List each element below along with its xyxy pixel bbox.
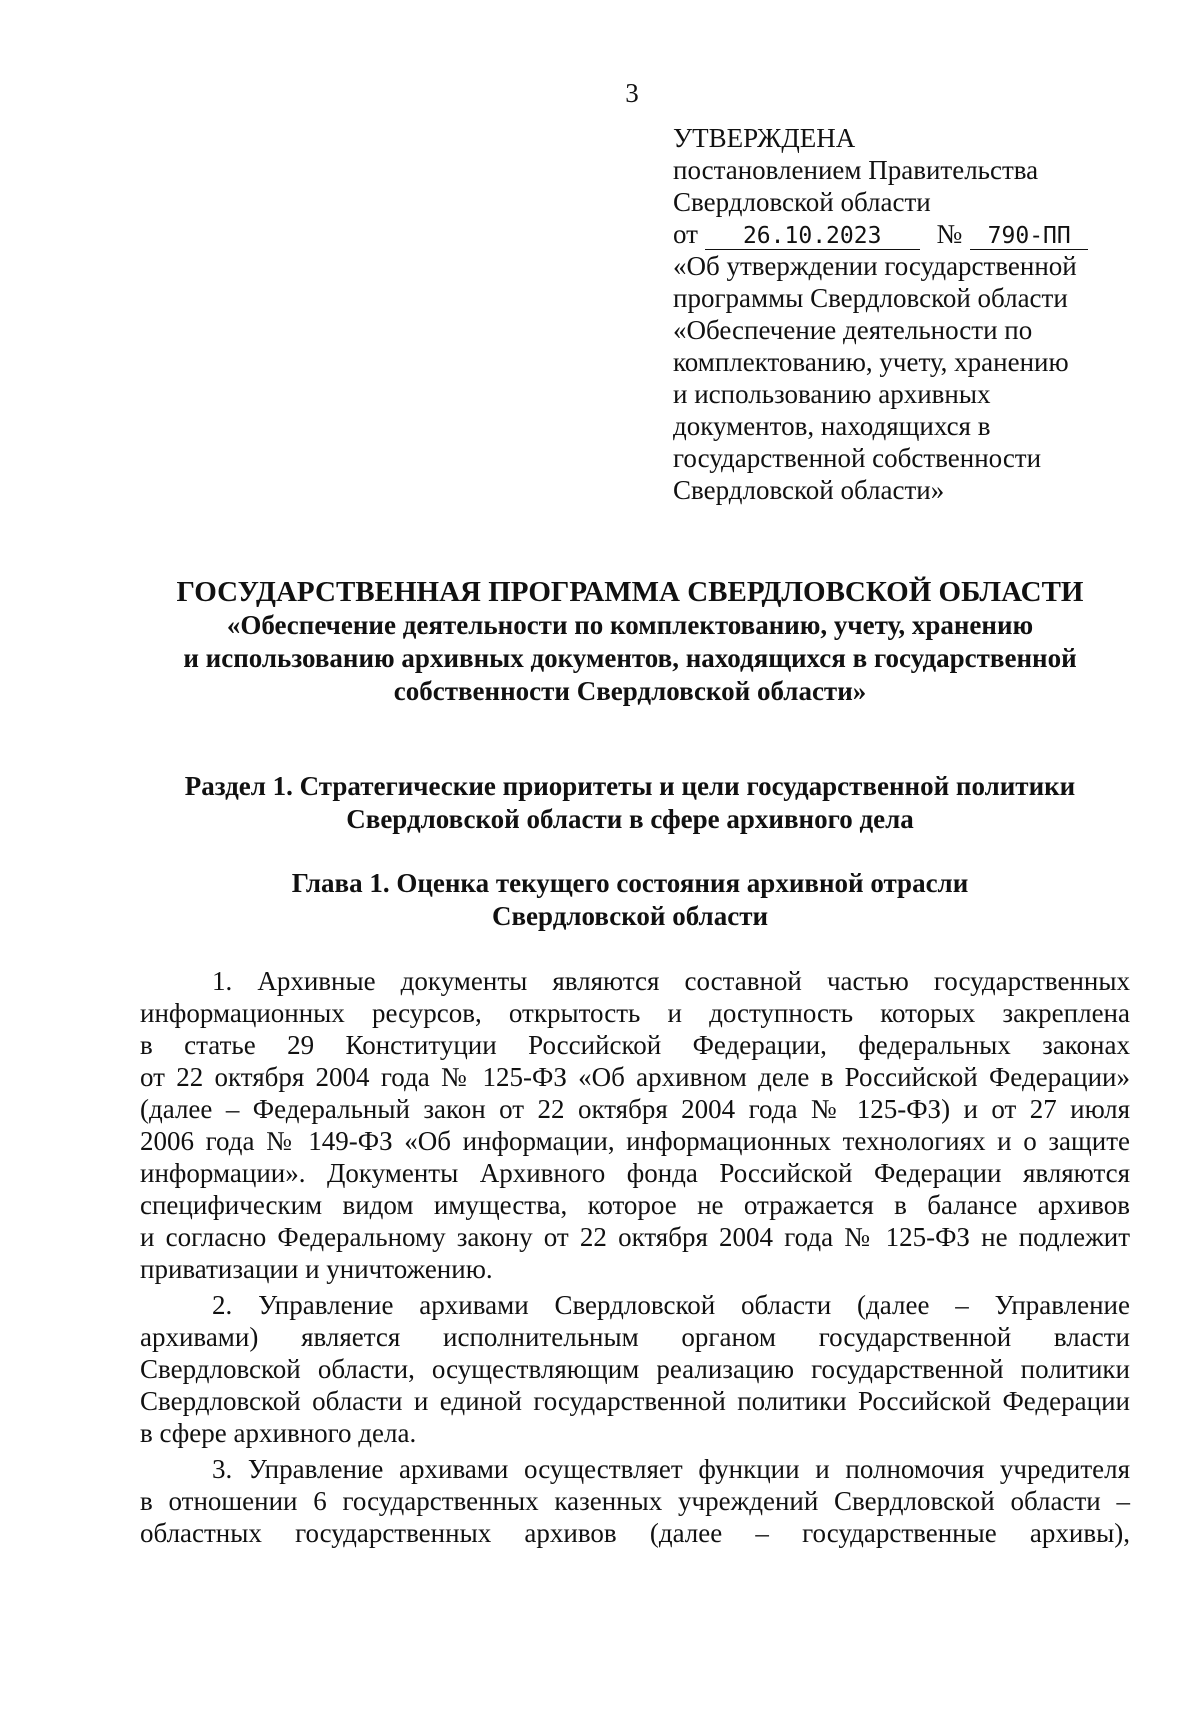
approval-subject-line: комплектованию, учету, хранению xyxy=(673,347,1069,377)
approval-subject-line: документов, находящихся в xyxy=(673,411,991,441)
decree-date: 26.10.2023 xyxy=(705,223,920,250)
text-line: 2006 года № 149-ФЗ «Об информации, информационных технологиях и о защите xyxy=(140,1126,1130,1156)
text-line: в статье 29 Конституции Российской Федерации, федеральных законах xyxy=(140,1030,1130,1060)
section-heading-line: Свердловской области в сфере архивного дела xyxy=(346,804,914,834)
page-number: 3 xyxy=(625,78,639,108)
approval-line-1: постановлением Правительства xyxy=(673,155,1039,185)
text-line: специфическим видом имущества, которое не отражается в балансе архивов xyxy=(140,1190,1130,1220)
text-line: областных государственных архивов (далее – государственные архивы), xyxy=(140,1518,1130,1548)
from-label: от xyxy=(673,219,698,249)
text-line: в отношении 6 государственных казенных учреждений Свердловской области – xyxy=(140,1486,1130,1516)
approval-subject-line: государственной собственности xyxy=(673,443,1042,473)
chapter-heading-line: Свердловской области xyxy=(491,901,769,931)
text-line: 2. Управление архивами Свердловской области (далее – Управление xyxy=(212,1290,1130,1320)
text-line: 3. Управление архивами осуществляет функции и полномочия учредителя xyxy=(212,1454,1130,1484)
text-line: (далее – Федеральный закон от 22 октября 2004 года № 125-ФЗ) и от 27 июля xyxy=(140,1094,1130,1124)
text-line: и согласно Федеральному закону от 22 октября 2004 года № 125-ФЗ не подлежит xyxy=(140,1222,1130,1252)
approval-line-2: Свердловской области xyxy=(673,187,931,217)
text-line: в сфере архивного дела. xyxy=(140,1418,417,1448)
text-line: Свердловской области и единой государственной политики Российской Федерации xyxy=(140,1386,1130,1416)
number-sign: № xyxy=(936,219,963,249)
text-line: Свердловской области, осуществляющим реализацию государственной политики xyxy=(140,1354,1130,1384)
approval-subject-line: программы Свердловской области xyxy=(673,283,1068,313)
text-line: информационных ресурсов, открытость и доступность которых закреплена xyxy=(140,998,1130,1028)
approval-date-number-line xyxy=(673,218,1153,250)
paragraph-2 xyxy=(140,1289,1130,1449)
program-title xyxy=(140,576,1120,708)
approval-heading: УТВЕРЖДЕНА xyxy=(673,123,856,153)
approval-stamp-block xyxy=(673,122,1153,506)
chapter-heading xyxy=(140,867,1120,933)
text-line: от 22 октября 2004 года № 125-ФЗ «Об архивном деле в Российской Федерации» xyxy=(140,1062,1130,1092)
program-title-line: и использованию архивных документов, находящихся в государственной xyxy=(183,643,1077,673)
text-line: информации». Документы Архивного фонда Российской Федерации являются xyxy=(140,1158,1130,1188)
program-title-main: ГОСУДАРСТВЕННАЯ ПРОГРАММА СВЕРДЛОВСКОЙ ОБЛАСТИ xyxy=(176,576,1084,608)
chapter-heading-line: Глава 1. Оценка текущего состояния архивной отрасли xyxy=(291,868,969,898)
body-text xyxy=(140,965,1130,1549)
approval-subject-line: «Об утверждении государственной xyxy=(673,251,1077,281)
text-line: архивами) является исполнительным органом государственной власти xyxy=(140,1322,1130,1352)
text-line: приватизации и уничтожению. xyxy=(140,1254,493,1284)
approval-subject-line: и использованию архивных xyxy=(673,379,991,409)
text-line: 1. Архивные документы являются составной частью государственных xyxy=(212,966,1130,996)
program-title-line: «Обеспечение деятельности по комплектованию, учету, хранению xyxy=(226,610,1034,640)
approval-subject-line: «Обеспечение деятельности по xyxy=(673,315,1033,345)
paragraph-1 xyxy=(140,965,1130,1285)
section-heading xyxy=(140,770,1120,836)
section-heading-line: Раздел 1. Стратегические приоритеты и цели государственной политики xyxy=(184,771,1076,801)
paragraph-3 xyxy=(140,1453,1130,1549)
decree-number: 790-ПП xyxy=(970,223,1088,250)
program-title-line: собственности Свердловской области» xyxy=(393,676,867,706)
approval-subject-line: Свердловской области» xyxy=(673,475,945,505)
